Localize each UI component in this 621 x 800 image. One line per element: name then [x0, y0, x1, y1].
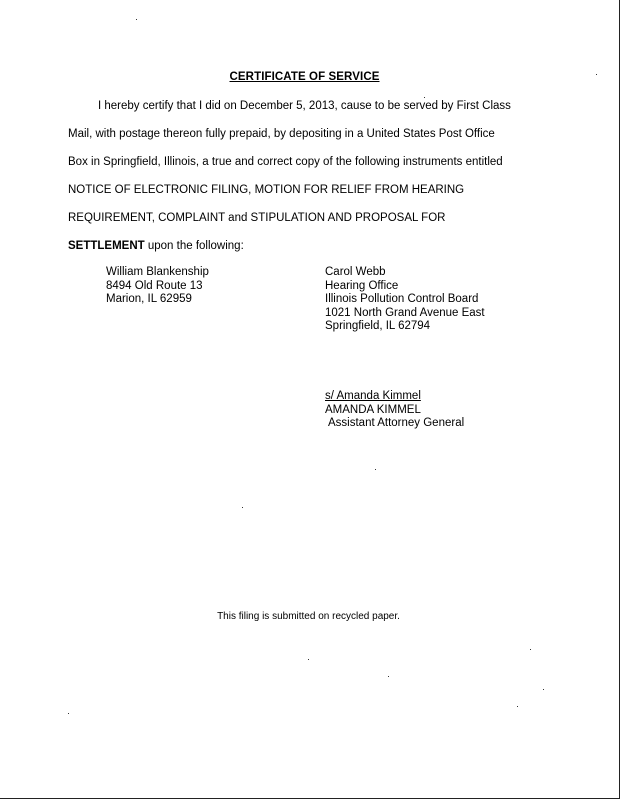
body-line-3: Box in Springfield, Illinois, a true and correct copy of the following instruments entitled — [68, 156, 503, 168]
body-line-6 — [68, 240, 244, 252]
scan-speck — [375, 469, 376, 470]
body-line-6-bold: SETTLEMENT — [68, 240, 145, 252]
recipient-right-line-1: Carol Webb — [325, 266, 386, 278]
scan-speck — [543, 689, 544, 690]
body-line-1: I hereby certify that I did on December 5, 2013, cause to be served by First Class — [98, 100, 511, 112]
scan-speck — [517, 706, 518, 707]
scan-speck — [596, 74, 597, 75]
recipient-right-line-3: Illinois Pollution Control Board — [325, 293, 479, 306]
body-line-2: Mail, with postage thereon fully prepaid, by depositing in a United States Post Office — [68, 128, 495, 140]
scan-speck — [68, 713, 69, 714]
recipient-left-line-3: Marion, IL 62959 — [106, 293, 192, 306]
scan-speck — [530, 649, 531, 650]
signer-role: Assistant Attorney General — [328, 417, 465, 430]
signature-line: s/ Amanda Kimmel — [325, 390, 421, 402]
recipient-right-line-4: 1021 North Grand Avenue East — [325, 306, 485, 319]
signer-name: AMANDA KIMMEL — [325, 403, 421, 416]
scan-speck — [388, 676, 389, 677]
document-title: CERTIFICATE OF SERVICE — [229, 71, 380, 83]
signature-block — [325, 390, 464, 431]
recipient-left-line-1: William Blankenship — [106, 266, 209, 278]
body-line-4: NOTICE OF ELECTRONIC FILING, MOTION FOR RELIEF FROM HEARING — [68, 184, 465, 196]
scan-speck — [308, 659, 309, 660]
scan-speck — [136, 19, 137, 20]
footer-note: This filing is submitted on recycled paper. — [217, 611, 400, 622]
recipient-right-line-2: Hearing Office — [325, 279, 399, 292]
scan-speck — [424, 97, 425, 98]
recipient-right-address — [325, 266, 485, 334]
body-line-5: REQUIREMENT, COMPLAINT and STIPULATION AND PROPOSAL FOR — [68, 212, 446, 224]
recipient-left-line-2: 8494 Old Route 13 — [106, 279, 203, 292]
scan-speck — [242, 507, 243, 508]
recipient-left-address — [106, 266, 209, 307]
body-line-6-tail: upon the following: — [144, 240, 244, 252]
recipient-right-line-5: Springfield, IL 62794 — [325, 320, 431, 333]
